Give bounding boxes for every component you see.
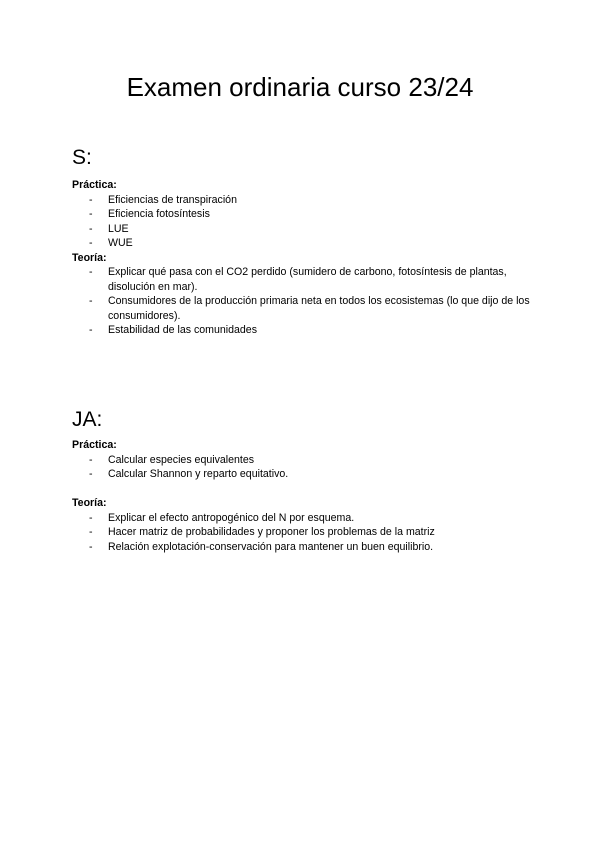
section-heading-s: S: <box>72 146 92 169</box>
bullet-dash: - <box>89 511 93 524</box>
practica-label: Práctica: <box>72 179 117 191</box>
bullet-dash: - <box>89 266 93 278</box>
list-item: - Calcular Shannon y reparto equitativo. <box>89 468 289 480</box>
list-item: - Relación explotación-conservación para mantener un buen equilibrio. <box>89 540 434 553</box>
bullet-dash: - <box>89 540 93 553</box>
section-heading-ja: JA: <box>72 408 103 431</box>
list-item: - Explicar el efecto antropogénico del N por esquema. <box>89 511 355 524</box>
list-item: - Eficiencias de transpiración <box>89 193 237 206</box>
practica-list <box>72 193 542 251</box>
list-item: - Consumidores de la producción primaria neta en todos los ecosistemas (lo que dijo de los consumidores). <box>89 295 530 322</box>
document-title: Examen ordinaria curso 23/24 <box>126 72 474 102</box>
bullet-dash: - <box>89 193 93 206</box>
list-item: - Estabilidad de las comunidades <box>89 324 257 336</box>
bullet-dash: - <box>89 295 93 307</box>
teoria-list <box>72 265 542 338</box>
list-item: - WUE <box>89 237 133 249</box>
teoria-list <box>72 511 542 555</box>
list-item: - Explicar qué pasa con el CO2 perdido (sumidero de carbono, fotosíntesis de plantas, disolución en mar). <box>89 266 507 293</box>
teoria-label: Teoría: <box>72 497 107 509</box>
bullet-dash: - <box>89 526 93 538</box>
list-item: - LUE <box>89 222 129 235</box>
list-item: - Eficiencia fotosíntesis <box>89 208 210 220</box>
bullet-dash: - <box>89 468 93 480</box>
bullet-dash: - <box>89 324 93 336</box>
bullet-dash: - <box>89 208 93 220</box>
list-item: - Calcular especies equivalentes <box>89 453 255 466</box>
teoria-label: Teoría: <box>72 251 107 264</box>
section-s-content <box>72 178 542 338</box>
bullet-dash: - <box>89 222 93 235</box>
bullet-dash: - <box>89 237 93 249</box>
practica-list <box>72 453 542 482</box>
bullet-dash: - <box>89 453 93 466</box>
spacer <box>72 482 542 497</box>
section-ja-content <box>72 438 542 554</box>
list-item: - Hacer matriz de probabilidades y proponer los problemas de la matriz <box>89 526 435 538</box>
practica-label: Práctica: <box>72 439 117 451</box>
